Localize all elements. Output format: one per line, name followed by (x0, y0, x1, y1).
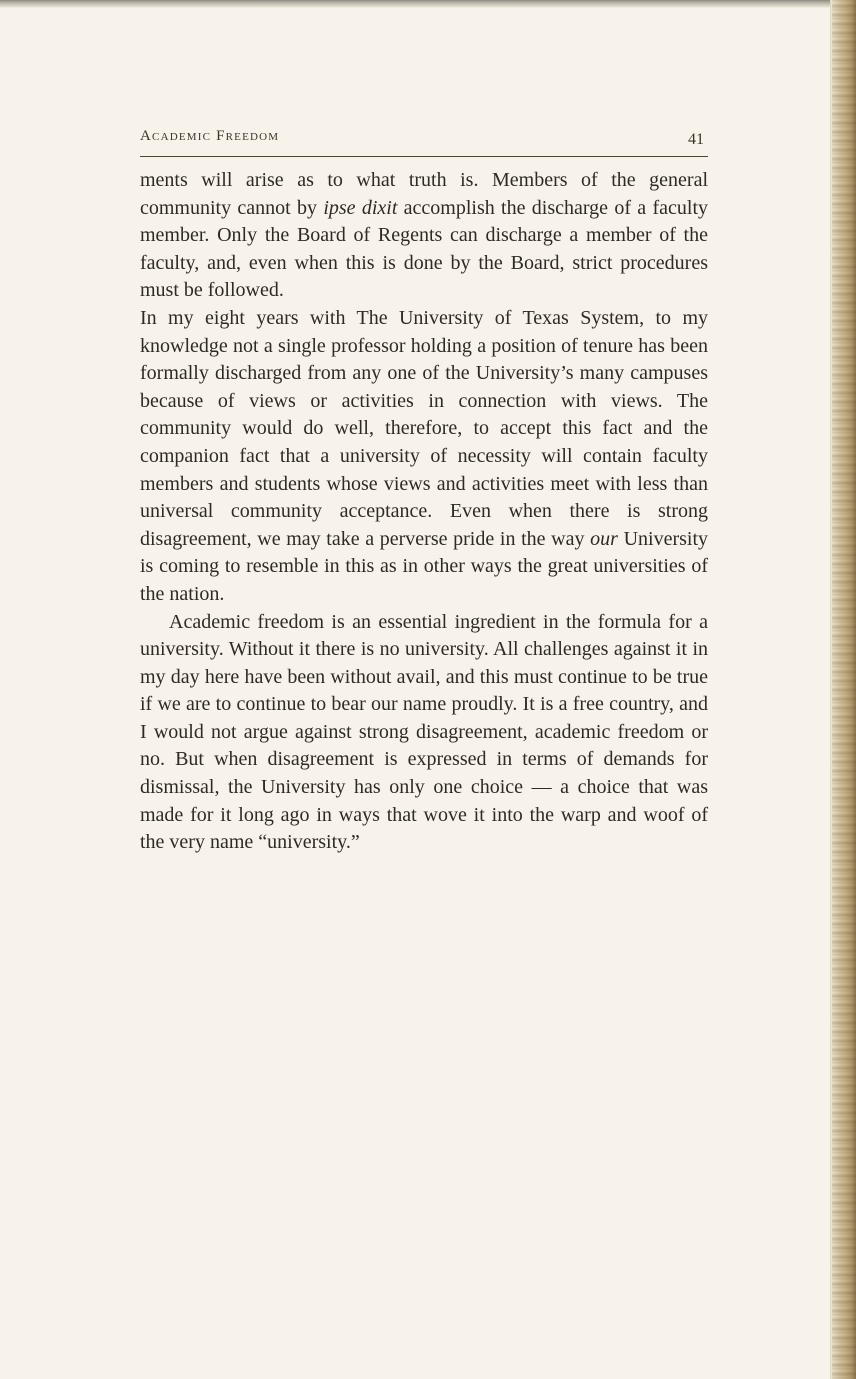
top-shadow (0, 0, 856, 8)
paragraph-1-text-a: ments will arise as to what truth is. Members of the general community cannot by (140, 169, 708, 219)
paragraph-1 (140, 167, 708, 305)
section-title: Academic Freedom (140, 128, 280, 144)
paragraph-2 (140, 305, 708, 609)
running-head (140, 128, 708, 157)
paragraph-2-italic-our: our (590, 527, 618, 550)
body-text (140, 167, 708, 857)
paragraph-2-text-a: In my eight years with The University of Texas System, to my knowledge not a single professor holding a position of tenure has been formally discharged from any one of the University’s many campuses because of views or activities in connection with views. The community would do well, therefore, to accept this fact and the companion fact that a university of necessity will contain faculty members and students whose views and activities meet with less than universal community acceptance. Even when there is strong disagreement, we may take a perverse pride in the way (140, 306, 708, 550)
paragraph-2-text-b: University is coming to resemble in this as in other ways the great universities of the nation. (140, 527, 708, 605)
paragraph-3: Academic freedom is an essential ingredient in the formula for a university. Without it there is no university. All challenges against it in my day here have been without avail, and this must continue to be true if we are to continue to bear our name proudly. It is a free country, and I would not argue against strong disagreement, academic freedom or no. But when disagreement is expressed in terms of demands for dismissal, the University has only one choice — a choice that was made for it long ago in ways that wove it into the warp and woof of the very name “university.” (140, 610, 708, 854)
paragraph-1-italic-ipse-dixit: ipse dixit (323, 196, 398, 219)
book-page-edge (832, 0, 856, 1379)
paragraph-1-text-b: accomplish the discharge of a faculty member. Only the Board of Regents can discharge a member of the faculty, and, even when this is done by the Board, strict procedures must be followed. (140, 196, 708, 302)
page-number: 41 (688, 131, 704, 148)
